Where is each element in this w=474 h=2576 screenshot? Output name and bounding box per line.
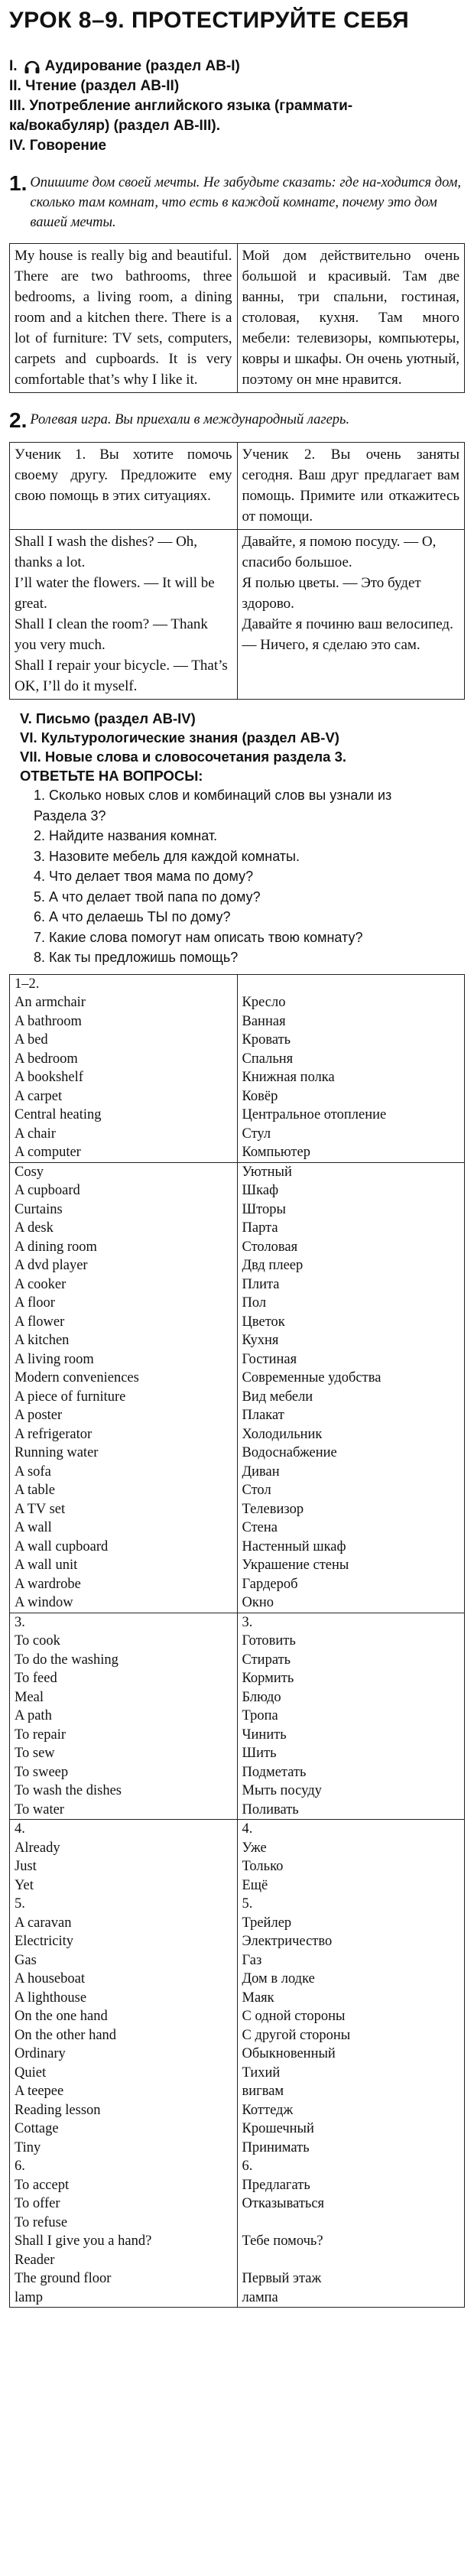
vocab-row — [10, 2194, 465, 2214]
vocab-row — [10, 2269, 465, 2289]
question-item: 4. Что делает твоя мама по дому? — [34, 869, 254, 884]
headphones-icon — [24, 59, 41, 74]
vocab-row — [10, 1951, 465, 1970]
vocab-row — [10, 1369, 465, 1388]
vocab-row — [10, 974, 465, 993]
vocab-row — [10, 1256, 465, 1275]
english-word: A caravan — [10, 1914, 238, 1933]
english-word: A dining room — [10, 1238, 238, 1257]
russian-word: Отказываться — [237, 2194, 465, 2214]
russian-word: Окно — [237, 1593, 465, 1613]
vocab-row — [10, 2176, 465, 2195]
russian-word: лампа — [237, 2289, 465, 2308]
vocab-row — [10, 1068, 465, 1087]
task-instruction: Опишите дом своей мечты. Не забудьте сказать: где на-ходится дом, сколько там комнат, что есть в каждой комнате, почему это дом вашей мечты. — [30, 175, 462, 230]
english-word: A wall unit — [10, 1556, 238, 1575]
vocab-row — [10, 1989, 465, 2008]
russian-word: Холодильник — [237, 1425, 465, 1444]
vocab-row — [10, 2026, 465, 2045]
vocab-row — [10, 1238, 465, 1257]
task-2 — [9, 410, 465, 431]
russian-word: Кормить — [237, 1669, 465, 1688]
vocab-row — [10, 2082, 465, 2101]
russian-word: Готовить — [237, 1632, 465, 1651]
english-word: A wall — [10, 1519, 238, 1538]
section-speaking: IV. Говорение — [9, 138, 107, 154]
english-word: A window — [10, 1593, 238, 1613]
english-word: A computer — [10, 1143, 238, 1162]
russian-word: Обыкновенный — [237, 2045, 465, 2064]
vocab-row — [10, 1444, 465, 1463]
english-word: A sofa — [10, 1463, 238, 1482]
vocab-row — [10, 1538, 465, 1557]
russian-word: Тебе помочь? — [237, 2232, 465, 2251]
vocab-row — [10, 1162, 465, 1181]
vocab-row — [10, 993, 465, 1012]
russian-word: Ковёр — [237, 1087, 465, 1106]
russian-word: 5. — [237, 1895, 465, 1914]
russian-word: Парта — [237, 1219, 465, 1238]
russian-word: Шить — [237, 1744, 465, 1763]
russian-word: Пол — [237, 1294, 465, 1313]
russian-word: Шторы — [237, 1200, 465, 1220]
russian-word: Коттедж — [237, 2101, 465, 2120]
vocab-row — [10, 2214, 465, 2233]
russian-word: Тихий — [237, 2064, 465, 2083]
russian-word: Книжная полка — [237, 1068, 465, 1087]
vocab-row — [10, 1895, 465, 1914]
english-word: To wash the dishes — [10, 1782, 238, 1801]
vocab-row — [10, 1388, 465, 1407]
english-word: Ordinary — [10, 2045, 238, 2064]
section-reading: II. Чтение (раздел АВ-II) — [9, 78, 180, 94]
dialogue-russian: Давайте, я помою посуду. — О, спасибо большое. Я полью цветы. — Это будет здорово. Давайте я починю ваш велосипед. — Ничего, я сделаю это сам. — [237, 530, 465, 700]
task-1 — [9, 173, 465, 232]
vocab-row — [10, 1763, 465, 1782]
english-word: A wall cupboard — [10, 1538, 238, 1557]
sections-top — [9, 57, 465, 156]
vocab-row — [10, 1651, 465, 1670]
russian-word — [237, 2251, 465, 2270]
russian-word: Центральное отопление — [237, 1106, 465, 1125]
english-word: Modern conveniences — [10, 1369, 238, 1388]
russian-word: Трейлер — [237, 1914, 465, 1933]
vocab-row — [10, 1087, 465, 1106]
english-word: Yet — [10, 1876, 238, 1895]
english-word: Tiny — [10, 2139, 238, 2158]
english-word: On the one hand — [10, 2007, 238, 2026]
question-item: 7. Какие слова помогут нам описать твою комнату? — [34, 929, 363, 945]
vocab-row — [10, 1556, 465, 1575]
english-word: A piece of furniture — [10, 1388, 238, 1407]
english-word: A chair — [10, 1125, 238, 1144]
vocab-row — [10, 1593, 465, 1613]
section-number: I. — [9, 58, 18, 74]
english-word: To accept — [10, 2176, 238, 2195]
vocab-row — [10, 1031, 465, 1050]
russian-word: Подметать — [237, 1763, 465, 1782]
question-item: 6. А что делаешь ТЫ по дому? — [34, 909, 231, 924]
vocab-row — [10, 1970, 465, 1989]
vocab-row — [10, 1632, 465, 1651]
vocab-row — [10, 2157, 465, 2176]
english-word: An armchair — [10, 993, 238, 1012]
vocab-row — [10, 1481, 465, 1500]
task-1-table — [9, 243, 465, 393]
russian-word: Только — [237, 1857, 465, 1876]
english-word: A wardrobe — [10, 1575, 238, 1594]
russian-word: Дом в лодке — [237, 1970, 465, 1989]
sections-bottom — [9, 709, 465, 785]
vocab-row — [10, 1801, 465, 1820]
english-word: Meal — [10, 1688, 238, 1707]
student-1-role: Ученик 1. Вы хотите помочь своему другу. Предложите ему свою помощь в этих ситуациях. — [10, 443, 238, 530]
vocab-row — [10, 2064, 465, 2083]
vocab-row — [10, 1932, 465, 1951]
english-word: A cooker — [10, 1275, 238, 1294]
russian-word: Столовая — [237, 1238, 465, 1257]
english-word: On the other hand — [10, 2026, 238, 2045]
vocab-row — [10, 1914, 465, 1933]
russian-word: Компьютер — [237, 1143, 465, 1162]
english-word: Gas — [10, 1951, 238, 1970]
english-word: A TV set — [10, 1500, 238, 1519]
russian-word: Стол — [237, 1481, 465, 1500]
english-word: A lighthouse — [10, 1989, 238, 2008]
english-word: A bookshelf — [10, 1068, 238, 1087]
vocab-row — [10, 1313, 465, 1332]
english-word: A flower — [10, 1313, 238, 1332]
section-usage-cont: ка/вокабуляр) (раздел АВ-III). — [9, 118, 221, 134]
english-word: A bed — [10, 1031, 238, 1050]
english-word: To cook — [10, 1632, 238, 1651]
russian-word: Ещё — [237, 1876, 465, 1895]
russian-word: Плакат — [237, 1406, 465, 1425]
question-item: 1. Сколько новых слов и комбинаций слов вы узнали из — [34, 788, 392, 803]
russian-word: Телевизор — [237, 1500, 465, 1519]
english-word: A living room — [10, 1350, 238, 1369]
english-word: Running water — [10, 1444, 238, 1463]
vocab-row — [10, 1275, 465, 1294]
vocab-row — [10, 1707, 465, 1726]
vocab-row — [10, 2007, 465, 2026]
russian-word: Кресло — [237, 993, 465, 1012]
vocab-row — [10, 1012, 465, 1031]
question-item: 8. Как ты предложишь помощь? — [34, 950, 239, 965]
english-word: To sweep — [10, 1763, 238, 1782]
english-word: To sew — [10, 1744, 238, 1763]
vocab-row — [10, 1050, 465, 1069]
section-new-words: VII. Новые слова и словосочетания раздела 3. — [20, 749, 347, 765]
english-word: 1–2. — [10, 974, 238, 993]
english-word: 3. — [10, 1613, 238, 1632]
vocab-row — [10, 1726, 465, 1745]
vocab-row — [10, 1125, 465, 1144]
english-word: To offer — [10, 2194, 238, 2214]
vocab-row — [10, 1406, 465, 1425]
russian-word — [237, 974, 465, 993]
english-word: A bedroom — [10, 1050, 238, 1069]
english-word: A teepee — [10, 2082, 238, 2101]
english-word: A houseboat — [10, 1970, 238, 1989]
question-item: 3. Назовите мебель для каждой комнаты. — [34, 848, 300, 864]
vocab-row — [10, 1575, 465, 1594]
vocab-row — [10, 1219, 465, 1238]
vocab-row — [10, 2120, 465, 2139]
russian-word: Чинить — [237, 1726, 465, 1745]
answer-questions-heading: ОТВЕТЬТЕ НА ВОПРОСЫ: — [20, 768, 203, 784]
english-word: A dvd player — [10, 1256, 238, 1275]
russian-word: Газ — [237, 1951, 465, 1970]
english-word: A kitchen — [10, 1331, 238, 1350]
dialogue-english: Shall I wash the dishes? — Oh, thanks a lot. I’ll water the flowers. — It will be great. Shall I clean the room? — Thank you very much. Shall I repair your bicycle. — That’s OK, I’ll do it myself. — [10, 530, 238, 700]
english-word: To do the washing — [10, 1651, 238, 1670]
english-word: Cottage — [10, 2120, 238, 2139]
english-word: Central heating — [10, 1106, 238, 1125]
russian-word: Ванная — [237, 1012, 465, 1031]
english-word: To refuse — [10, 2214, 238, 2233]
vocab-row — [10, 1143, 465, 1162]
english-text: My house is really big and beautiful. There are two bathrooms, three bedrooms, a living room, a dining room and a kitchen there. There is a lot of furniture: TV sets, computers, carpets and cupboards. It is very comfortable that’s why I like it. — [10, 244, 238, 393]
english-word: A cupboard — [10, 1181, 238, 1200]
russian-word: Крошечный — [237, 2120, 465, 2139]
vocab-row — [10, 1857, 465, 1876]
vocab-row — [10, 1463, 465, 1482]
russian-word: Кровать — [237, 1031, 465, 1050]
vocab-row — [10, 1200, 465, 1220]
section-usage: III. Употребление английского языка (граммати- — [9, 98, 353, 114]
question-item: Раздела 3? — [34, 807, 106, 823]
vocab-row — [10, 1839, 465, 1858]
task-number: 1. — [9, 171, 28, 195]
russian-word: Первый этаж — [237, 2269, 465, 2289]
russian-word: Двд плеер — [237, 1256, 465, 1275]
english-word: A table — [10, 1481, 238, 1500]
english-word: To feed — [10, 1669, 238, 1688]
english-word: Electricity — [10, 1932, 238, 1951]
vocab-row — [10, 1106, 465, 1125]
english-word: Already — [10, 1839, 238, 1858]
russian-word: Украшение стены — [237, 1556, 465, 1575]
vocab-row — [10, 1500, 465, 1519]
vocab-row — [10, 1294, 465, 1313]
english-word: A floor — [10, 1294, 238, 1313]
english-word: The ground floor — [10, 2269, 238, 2289]
russian-text: Мой дом действительно очень большой и красивый. Там две ванны, три спальни, гостиная, столовая, кухня. Там много мебели: телевизоры, компьютеры, ковры и шкафы. Он очень уютный, поэтому он мне нравится. — [237, 244, 465, 393]
russian-word — [237, 2214, 465, 2233]
russian-word: Гардероб — [237, 1575, 465, 1594]
vocab-row — [10, 1669, 465, 1688]
vocab-row — [10, 2101, 465, 2120]
russian-word: Уже — [237, 1839, 465, 1858]
russian-word: Мыть посуду — [237, 1782, 465, 1801]
russian-word: Современные удобства — [237, 1369, 465, 1388]
english-word: Just — [10, 1857, 238, 1876]
english-word: Shall I give you a hand? — [10, 2232, 238, 2251]
section-culture: VI. Культурологические знания (раздел АВ-V) — [20, 729, 339, 746]
russian-word: Плита — [237, 1275, 465, 1294]
vocab-row — [10, 1519, 465, 1538]
vocab-row — [10, 2289, 465, 2308]
russian-word: Кухня — [237, 1331, 465, 1350]
vocab-row — [10, 2251, 465, 2270]
russian-word: Цветок — [237, 1313, 465, 1332]
task-instruction: Ролевая игра. Вы приехали в международный лагерь. — [30, 412, 350, 427]
vocab-row — [10, 2045, 465, 2064]
english-word: A bathroom — [10, 1012, 238, 1031]
english-word: To water — [10, 1801, 238, 1820]
russian-word: Шкаф — [237, 1181, 465, 1200]
russian-word: 3. — [237, 1613, 465, 1632]
russian-word: 4. — [237, 1820, 465, 1839]
vocab-row — [10, 1350, 465, 1369]
task-number: 2. — [9, 408, 28, 432]
vocabulary-table — [9, 974, 465, 2308]
russian-word: вигвам — [237, 2082, 465, 2101]
russian-word: С другой стороны — [237, 2026, 465, 2045]
english-word: A poster — [10, 1406, 238, 1425]
russian-word: Блюдо — [237, 1688, 465, 1707]
russian-word: Стирать — [237, 1651, 465, 1670]
russian-word: Спальня — [237, 1050, 465, 1069]
english-word: A refrigerator — [10, 1425, 238, 1444]
section-writing: V. Письмо (раздел АВ-IV) — [20, 710, 196, 726]
page-title: УРОК 8–9. ПРОТЕСТИРУЙТЕ СЕБЯ — [9, 8, 410, 33]
student-2-role: Ученик 2. Вы очень заняты сегодня. Ваш друг предлагает вам помощь. Примите или откажитесь от помощи. — [237, 443, 465, 530]
russian-word: Гостиная — [237, 1350, 465, 1369]
vocab-row — [10, 1820, 465, 1839]
english-word: To repair — [10, 1726, 238, 1745]
english-word: Curtains — [10, 1200, 238, 1220]
question-item: 5. А что делает твой папа по дому? — [34, 888, 261, 905]
vocab-row — [10, 1181, 465, 1200]
russian-word: Маяк — [237, 1989, 465, 2008]
russian-word: Поливать — [237, 1801, 465, 1820]
english-word: 6. — [10, 2157, 238, 2176]
vocab-row — [10, 1876, 465, 1895]
russian-word: Настенный шкаф — [237, 1538, 465, 1557]
vocab-row — [10, 1613, 465, 1632]
russian-word: Вид мебели — [237, 1388, 465, 1407]
english-word: Reading lesson — [10, 2101, 238, 2120]
russian-word: Водоснабжение — [237, 1444, 465, 1463]
russian-word: 6. — [237, 2157, 465, 2176]
section-label: Аудирование (раздел АВ-I) — [44, 58, 240, 74]
russian-word: С одной стороны — [237, 2007, 465, 2026]
russian-word: Уютный — [237, 1162, 465, 1181]
english-word: A carpet — [10, 1087, 238, 1106]
question-list — [9, 785, 465, 968]
english-word: Cosy — [10, 1162, 238, 1181]
russian-word: Электричество — [237, 1932, 465, 1951]
vocab-row — [10, 2139, 465, 2158]
english-word: 4. — [10, 1820, 238, 1839]
russian-word: Стул — [237, 1125, 465, 1144]
vocab-row — [10, 2232, 465, 2251]
russian-word: Стена — [237, 1519, 465, 1538]
vocab-row — [10, 1744, 465, 1763]
question-item: 2. Найдите названия комнат. — [34, 828, 218, 843]
vocab-row — [10, 1782, 465, 1801]
russian-word: Предлагать — [237, 2176, 465, 2195]
english-word: Quiet — [10, 2064, 238, 2083]
vocab-row — [10, 1425, 465, 1444]
english-word: A desk — [10, 1219, 238, 1238]
russian-word: Диван — [237, 1463, 465, 1482]
english-word: A path — [10, 1707, 238, 1726]
english-word: Reader — [10, 2251, 238, 2270]
english-word: lamp — [10, 2289, 238, 2308]
vocab-row — [10, 1688, 465, 1707]
task-2-table — [9, 442, 465, 700]
vocab-row — [10, 1331, 465, 1350]
russian-word: Принимать — [237, 2139, 465, 2158]
english-word: 5. — [10, 1895, 238, 1914]
russian-word: Тропа — [237, 1707, 465, 1726]
section-listening — [9, 57, 465, 76]
